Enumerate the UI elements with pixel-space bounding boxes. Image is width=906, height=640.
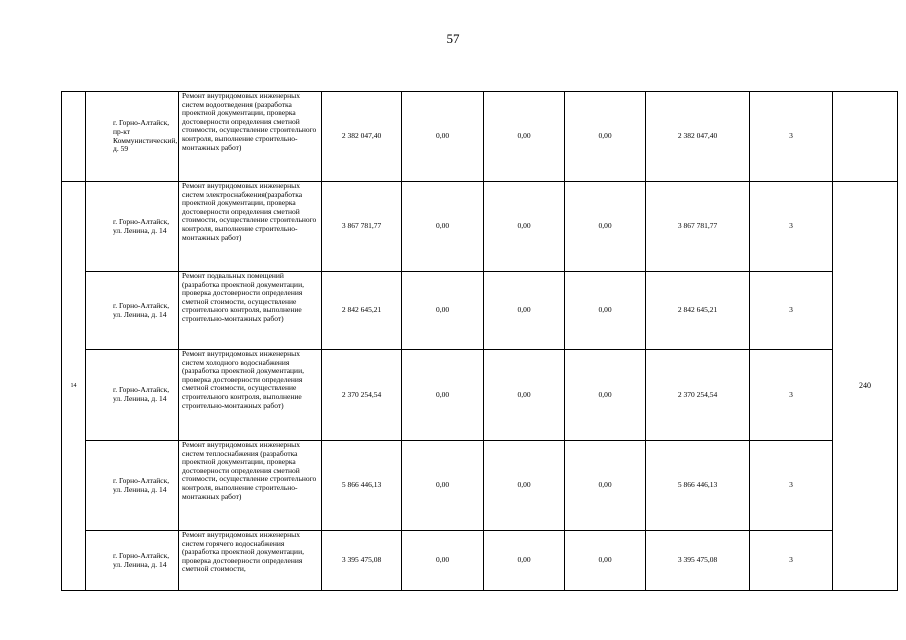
total-cost-cell: 2 842 645,21 bbox=[322, 272, 402, 350]
value-cell: 0,00 bbox=[402, 531, 484, 591]
work-description-cell: Ремонт подвальных помещений (разработка проектной документации, проверка достоверности определения сметной стоимости, осуществление строительного контроля, выполнение строительно-монтажных работ) bbox=[179, 272, 322, 350]
value-cell: 3 bbox=[750, 92, 833, 182]
address-cell: г. Горно-Алтайск, ул. Ленина, д. 14 bbox=[86, 531, 179, 591]
total-cost-cell: 2 382 047,40 bbox=[322, 92, 402, 182]
value-cell: 0,00 bbox=[402, 182, 484, 272]
value-cell: 3 bbox=[750, 531, 833, 591]
work-description-cell: Ремонт внутридомовых инженерных систем электроснабжения(разработка проектной документации, проверка достоверности определения сметной стоимости, осуществление строительного контроля, выполнение строительно-монтажных работ) bbox=[179, 182, 322, 272]
work-description-cell: Ремонт внутридомовых инженерных систем теплоснабжения (разработка проектной документации, проверка достоверности определения сметной стоимости, осуществление строительного контроля, выполнение строительно-монтажных работ) bbox=[179, 441, 322, 531]
table-row bbox=[62, 92, 898, 182]
value-cell: 0,00 bbox=[402, 441, 484, 531]
table-row bbox=[62, 182, 898, 272]
value-cell: 0,00 bbox=[565, 92, 646, 182]
page-number: 57 bbox=[446, 31, 460, 46]
value-cell: 3 395 475,08 bbox=[646, 531, 750, 591]
total-cost-cell: 5 866 446,13 bbox=[322, 441, 402, 531]
value-cell: 0,00 bbox=[484, 350, 565, 441]
value-cell: 0,00 bbox=[484, 182, 565, 272]
value-cell: 2 382 047,40 bbox=[646, 92, 750, 182]
address-cell: г. Горно-Алтайск, ул. Ленина, д. 14 bbox=[86, 272, 179, 350]
work-description-cell: Ремонт внутридомовых инженерных систем водоотведения (разработка проектной документации, проверка достоверности определения сметной стоимости, осуществление строительного контроля, выполнение строительно-монтажных работ) bbox=[179, 92, 322, 182]
value-cell: 0,00 bbox=[565, 350, 646, 441]
value-cell: 3 bbox=[750, 350, 833, 441]
value-cell: 3 867 781,77 bbox=[646, 182, 750, 272]
value-cell: 0,00 bbox=[565, 182, 646, 272]
value-cell: 3 bbox=[750, 441, 833, 531]
value-cell: 0,00 bbox=[565, 272, 646, 350]
row-number-cell bbox=[62, 92, 86, 182]
table-row bbox=[62, 350, 898, 441]
value-cell: 0,00 bbox=[565, 531, 646, 591]
value-cell: 3 bbox=[750, 272, 833, 350]
work-description-cell: Ремонт внутридомовых инженерных систем горячего водоснабжения (разработка проектной документации, проверка достоверности определения сметной стоимости, bbox=[179, 531, 322, 591]
works-table bbox=[61, 91, 898, 591]
address-cell: г. Горно-Алтайск, ул. Ленина, д. 14 bbox=[86, 182, 179, 272]
work-description-cell: Ремонт внутридомовых инженерных систем холодного водоснабжения (разработка проектной документации, проверка достоверности определения сметной стоимости, осуществление строительного контроля, выполнение строительно-монтажных работ) bbox=[179, 350, 322, 441]
address-cell: г. Горно-Алтайск, ул. Ленина, д. 14 bbox=[86, 350, 179, 441]
group-last-value-cell: 240 bbox=[833, 182, 898, 591]
value-cell: 5 866 446,13 bbox=[646, 441, 750, 531]
total-cost-cell: 2 370 254,54 bbox=[322, 350, 402, 441]
value-cell: 2 370 254,54 bbox=[646, 350, 750, 441]
value-cell: 2 842 645,21 bbox=[646, 272, 750, 350]
value-cell: 3 bbox=[750, 182, 833, 272]
table-row bbox=[62, 272, 898, 350]
total-cost-cell: 3 395 475,08 bbox=[322, 531, 402, 591]
value-cell: 0,00 bbox=[484, 272, 565, 350]
value-cell: 0,00 bbox=[484, 531, 565, 591]
value-cell: 0,00 bbox=[402, 272, 484, 350]
last-cell bbox=[833, 92, 898, 182]
value-cell: 0,00 bbox=[484, 441, 565, 531]
value-cell: 0,00 bbox=[402, 350, 484, 441]
address-cell: г. Горно-Алтайск, пр-кт Коммунистический, д. 59 bbox=[86, 92, 179, 182]
group-number-cell: 14 bbox=[62, 182, 86, 591]
table-row bbox=[62, 441, 898, 531]
total-cost-cell: 3 867 781,77 bbox=[322, 182, 402, 272]
value-cell: 0,00 bbox=[484, 92, 565, 182]
value-cell: 0,00 bbox=[402, 92, 484, 182]
address-cell: г. Горно-Алтайск, ул. Ленина, д. 14 bbox=[86, 441, 179, 531]
table-row bbox=[62, 531, 898, 591]
value-cell: 0,00 bbox=[565, 441, 646, 531]
